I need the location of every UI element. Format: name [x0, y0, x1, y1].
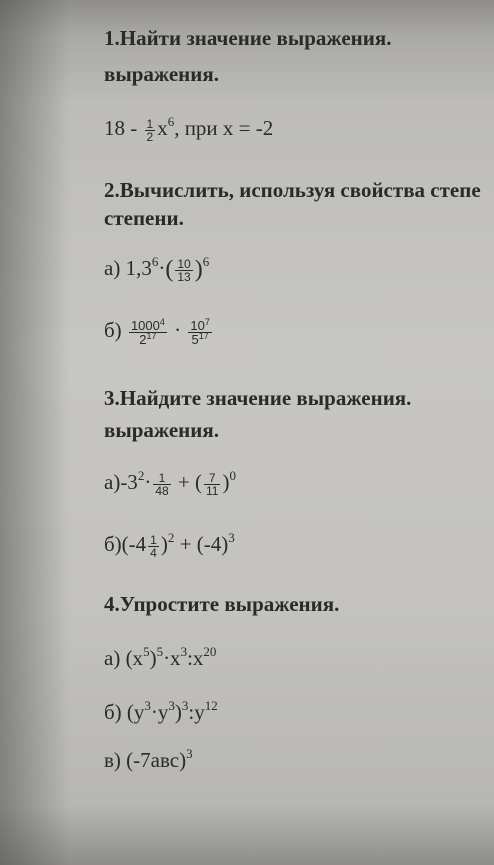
page-shadow-bottom — [0, 805, 494, 865]
task2-a-open-paren: ( — [165, 256, 174, 283]
task3-a-fraction — [153, 472, 170, 497]
task2-a-num: 10 — [177, 256, 191, 271]
task3-a-num2: 7 — [204, 472, 220, 485]
task4-a-p3: :x — [187, 646, 204, 670]
task3-a-exp: 2 — [137, 468, 145, 483]
task2-b-num2-exp: 7 — [204, 316, 210, 327]
task1-exp: 6 — [167, 114, 175, 129]
task3-a-plus: + ( — [172, 470, 203, 494]
task3-b-fraction — [148, 534, 159, 559]
task1-fraction — [145, 118, 156, 143]
task4-c-expression — [104, 748, 193, 773]
task2-title: 2.Вычислить, используя свойства степе — [104, 178, 481, 202]
task1-expr-lead: 18 - — [104, 116, 143, 140]
task2-b-num1-base: 1000 — [130, 317, 160, 333]
task3-a-num: 1 — [153, 472, 170, 485]
task2-b-den2-exp: 17 — [198, 330, 209, 341]
task3-a-fraction2 — [204, 472, 220, 497]
task2-a-expression — [104, 256, 209, 284]
task3-b-expression — [104, 532, 235, 559]
task3-title-cont: выражения. — [104, 418, 219, 442]
task1-expression — [104, 116, 273, 143]
task3-a-close-paren: ) — [222, 470, 230, 494]
task2-a-den: 13 — [177, 269, 191, 284]
task4-b-label: б) (y — [104, 700, 145, 724]
task4-a-e4: 20 — [203, 644, 217, 659]
task2-b-label: б) — [104, 318, 127, 342]
task2-b-num2-base: 10 — [190, 317, 205, 333]
task4-b-p1: ·y — [150, 700, 169, 724]
task4-b-e2: 3 — [168, 698, 175, 713]
task4-c-exp: 3 — [186, 746, 193, 761]
task2-a-exp: 6 — [151, 254, 159, 269]
task1-var: x — [157, 116, 168, 140]
task3-a-exp2: 0 — [229, 468, 236, 483]
task2-a-base: 1,3 — [125, 256, 152, 280]
task3-b-den: 4 — [150, 545, 157, 560]
task2-b-expression — [104, 318, 214, 346]
task1-title-cont: выражения. — [104, 62, 219, 86]
task2-a-label: а) — [104, 256, 126, 280]
task3-a-label: а)-3 — [104, 470, 138, 494]
task4-a-label: а) (x — [104, 646, 144, 670]
task1-frac-num: 1 — [146, 116, 154, 131]
task1-condition: , при x = -2 — [174, 116, 274, 140]
task2-b-den1-base: 2 — [139, 331, 147, 347]
task2-b-fraction2 — [188, 316, 211, 347]
task4-b-expression — [104, 700, 218, 725]
task4-a-p2: ·x — [163, 646, 181, 670]
task1-frac-den: 2 — [146, 129, 154, 144]
task3-b-label: б)(-4 — [104, 532, 147, 556]
task4-a-expression — [104, 646, 216, 671]
task3-b-exp: 2 — [167, 530, 175, 545]
task3-a-expression — [104, 470, 236, 497]
task3-b-num: 1 — [150, 532, 157, 547]
task2-a-fraction — [175, 258, 192, 283]
task4-c-label: в) (-7авс) — [104, 748, 187, 772]
task2-title-cont: степени. — [104, 206, 184, 230]
task1-title: 1.Найти значение выражения. — [104, 26, 392, 50]
task2-a-dot: · — [158, 256, 166, 280]
task4-a-e3: 3 — [180, 644, 188, 659]
task3-a-den: 48 — [155, 483, 169, 498]
task2-a-close-paren: ) — [194, 256, 203, 283]
task2-b-den1-exp: 17 — [146, 330, 157, 341]
task3-a-den2: 11 — [206, 483, 219, 498]
task3-title: 3.Найдите значение выражения. — [104, 386, 412, 410]
task2-b-num1-exp: 4 — [159, 316, 165, 327]
task4-a-e1: 5 — [143, 644, 150, 659]
task3-b-close-paren: ) — [160, 532, 168, 556]
task2-b-dot: · — [168, 318, 187, 342]
task4-b-e1: 3 — [144, 698, 151, 713]
task2-b-fraction1 — [129, 316, 167, 347]
task4-b-p3: :y — [188, 700, 205, 724]
task3-b-exp2: 3 — [228, 530, 235, 545]
task2-b-den2-base: 5 — [191, 331, 199, 347]
task4-a-p1: ) — [149, 646, 157, 670]
page-shadow-left — [0, 0, 70, 865]
task3-b-rest: + (-4) — [174, 532, 229, 556]
task4-b-e4: 12 — [204, 698, 218, 713]
task2-a-exp2: 6 — [202, 254, 210, 269]
task4-title: 4.Упростите выражения. — [104, 592, 340, 616]
task4-a-e2: 5 — [156, 644, 164, 659]
task3-a-dot: · — [144, 470, 152, 494]
task4-b-p2: ) — [174, 700, 182, 724]
task4-b-e3: 3 — [181, 698, 189, 713]
